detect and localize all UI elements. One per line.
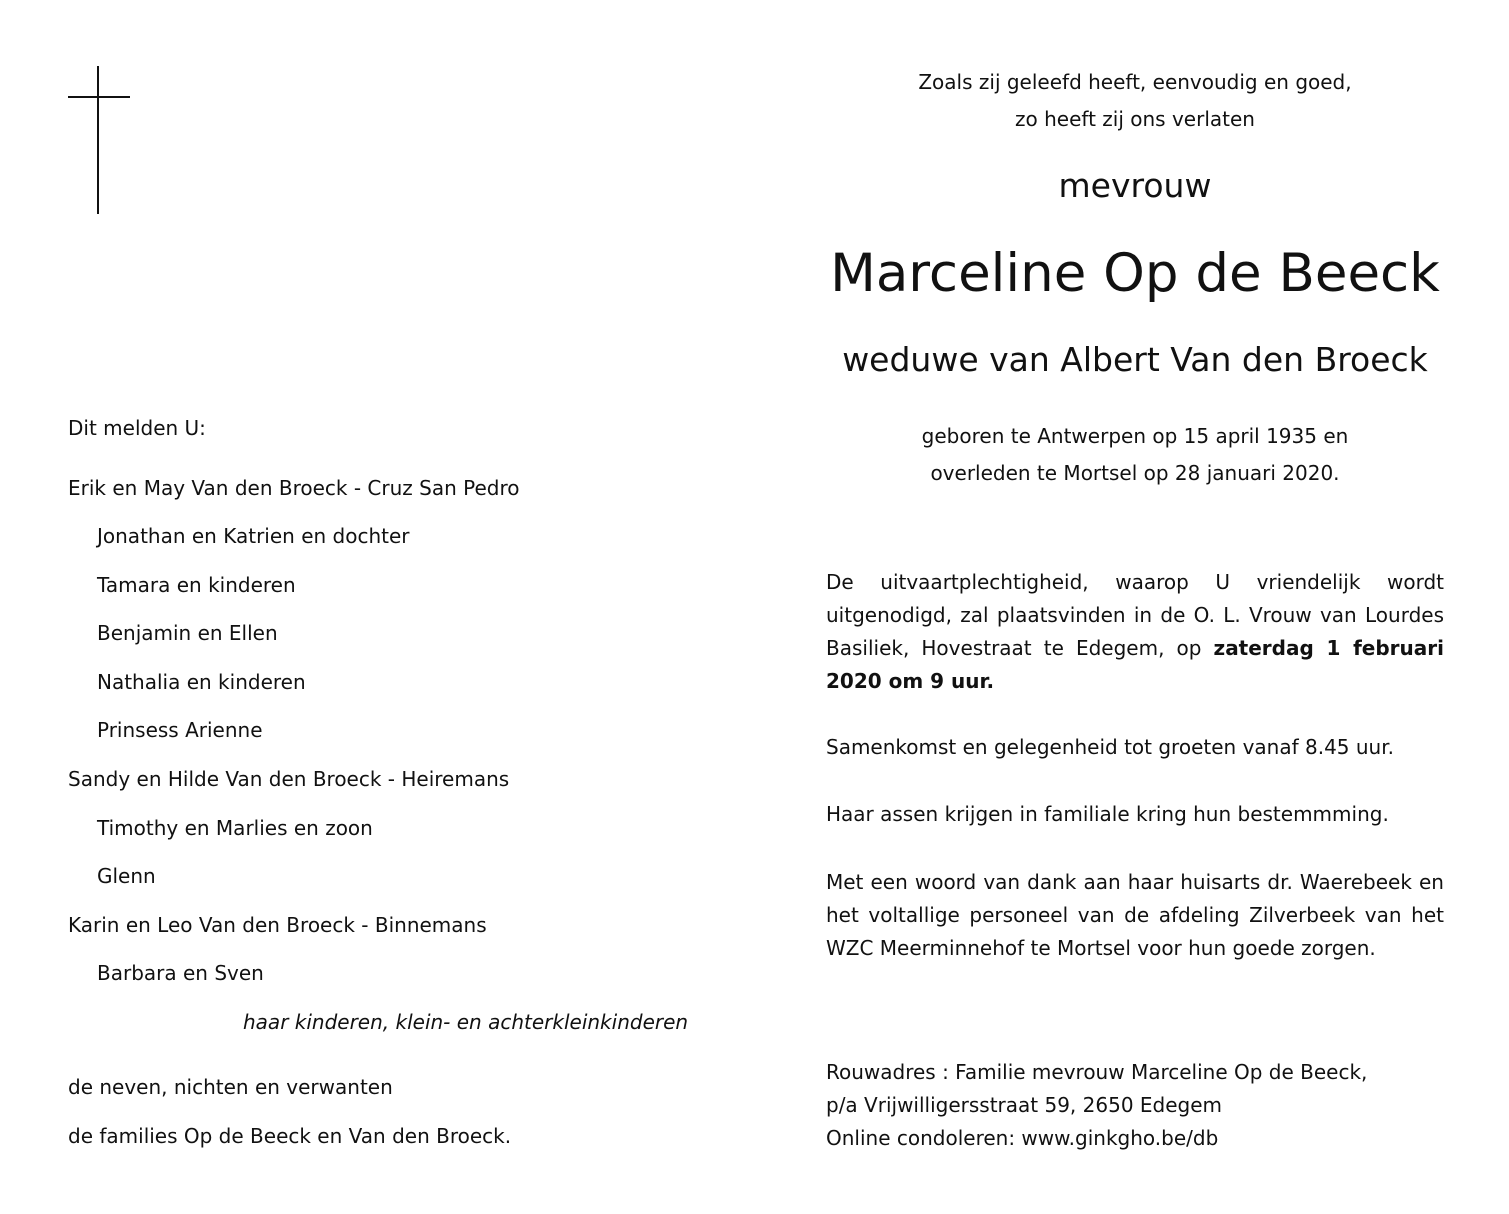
life-dates xyxy=(826,418,1444,492)
family-line: Erik en May Van den Broeck - Cruz San Pedro xyxy=(68,476,520,500)
funeral-when: zaterdag 1 februari 2020 om 9 uur. xyxy=(826,636,1444,693)
family-line: Karin en Leo Van den Broeck - Binnemans xyxy=(68,913,487,937)
family-line: Timothy en Marlies en zoon xyxy=(97,816,373,840)
relatives-text: de neven, nichten en verwanten xyxy=(68,1075,393,1099)
thanks-paragraph: Met een woord van dank aan haar huisarts dr. Waerebeek en het voltallige personeel van de afdeling Zilverbeek van het WZC Meerminnehof te Mortsel voor hun goede zorgen. xyxy=(826,870,1444,960)
family-line: Benjamin en Ellen xyxy=(97,621,278,645)
family-line: Tamara en kinderen xyxy=(97,573,296,597)
family-line: Nathalia en kinderen xyxy=(97,670,306,694)
quote-line: Zoals zij geleefd heeft, eenvoudig en goed, xyxy=(918,70,1352,94)
funeral-paragraph xyxy=(826,566,1444,698)
family-line: Prinsess Arienne xyxy=(97,718,263,742)
address-line: p/a Vrijwilligersstraat 59, 2650 Edegem xyxy=(826,1093,1223,1117)
deceased-name: Marceline Op de Beeck xyxy=(830,243,1440,304)
family-line: Barbara en Sven xyxy=(97,961,264,985)
family-line: Sandy en Hilde Van den Broeck - Heiremans xyxy=(68,767,510,791)
death-line: overleden te Mortsel op 28 januari 2020. xyxy=(930,461,1340,485)
honorific: mevrouw xyxy=(1058,166,1212,205)
birth-line: geboren te Antwerpen op 15 april 1935 en xyxy=(921,424,1349,448)
address-line: Rouwadres : Familie mevrouw Marceline Op de Beeck, xyxy=(826,1060,1368,1084)
family-caption: haar kinderen, klein- en achterkleinkinderen xyxy=(243,1010,689,1034)
quote-line: zo heeft zij ons verlaten xyxy=(1015,107,1255,131)
funeral-text: De uitvaartplechtigheid, waarop U vriendelijk wordt uitgenodigd, zal plaatsvinden in de O. L. Vrouw van Lourdes Basiliek, Hovestraat te Edegem, op xyxy=(826,570,1444,660)
address-block xyxy=(826,1056,1444,1155)
family-line: Jonathan en Katrien en dochter xyxy=(97,524,410,548)
quote xyxy=(826,64,1444,138)
intro-text: Dit melden U: xyxy=(68,416,206,440)
gathering-paragraph: Samenkomst en gelegenheid tot groeten vanaf 8.45 uur. xyxy=(826,735,1394,759)
cross-icon xyxy=(68,66,130,214)
condolence-link[interactable]: Online condoleren: www.ginkgho.be/db xyxy=(826,1126,1219,1150)
family-line: Glenn xyxy=(97,864,156,888)
widow-of: weduwe van Albert Van den Broeck xyxy=(842,340,1428,379)
families-text: de families Op de Beeck en Van den Broeck. xyxy=(68,1124,512,1148)
ashes-paragraph: Haar assen krijgen in familiale kring hun bestemmming. xyxy=(826,802,1389,826)
